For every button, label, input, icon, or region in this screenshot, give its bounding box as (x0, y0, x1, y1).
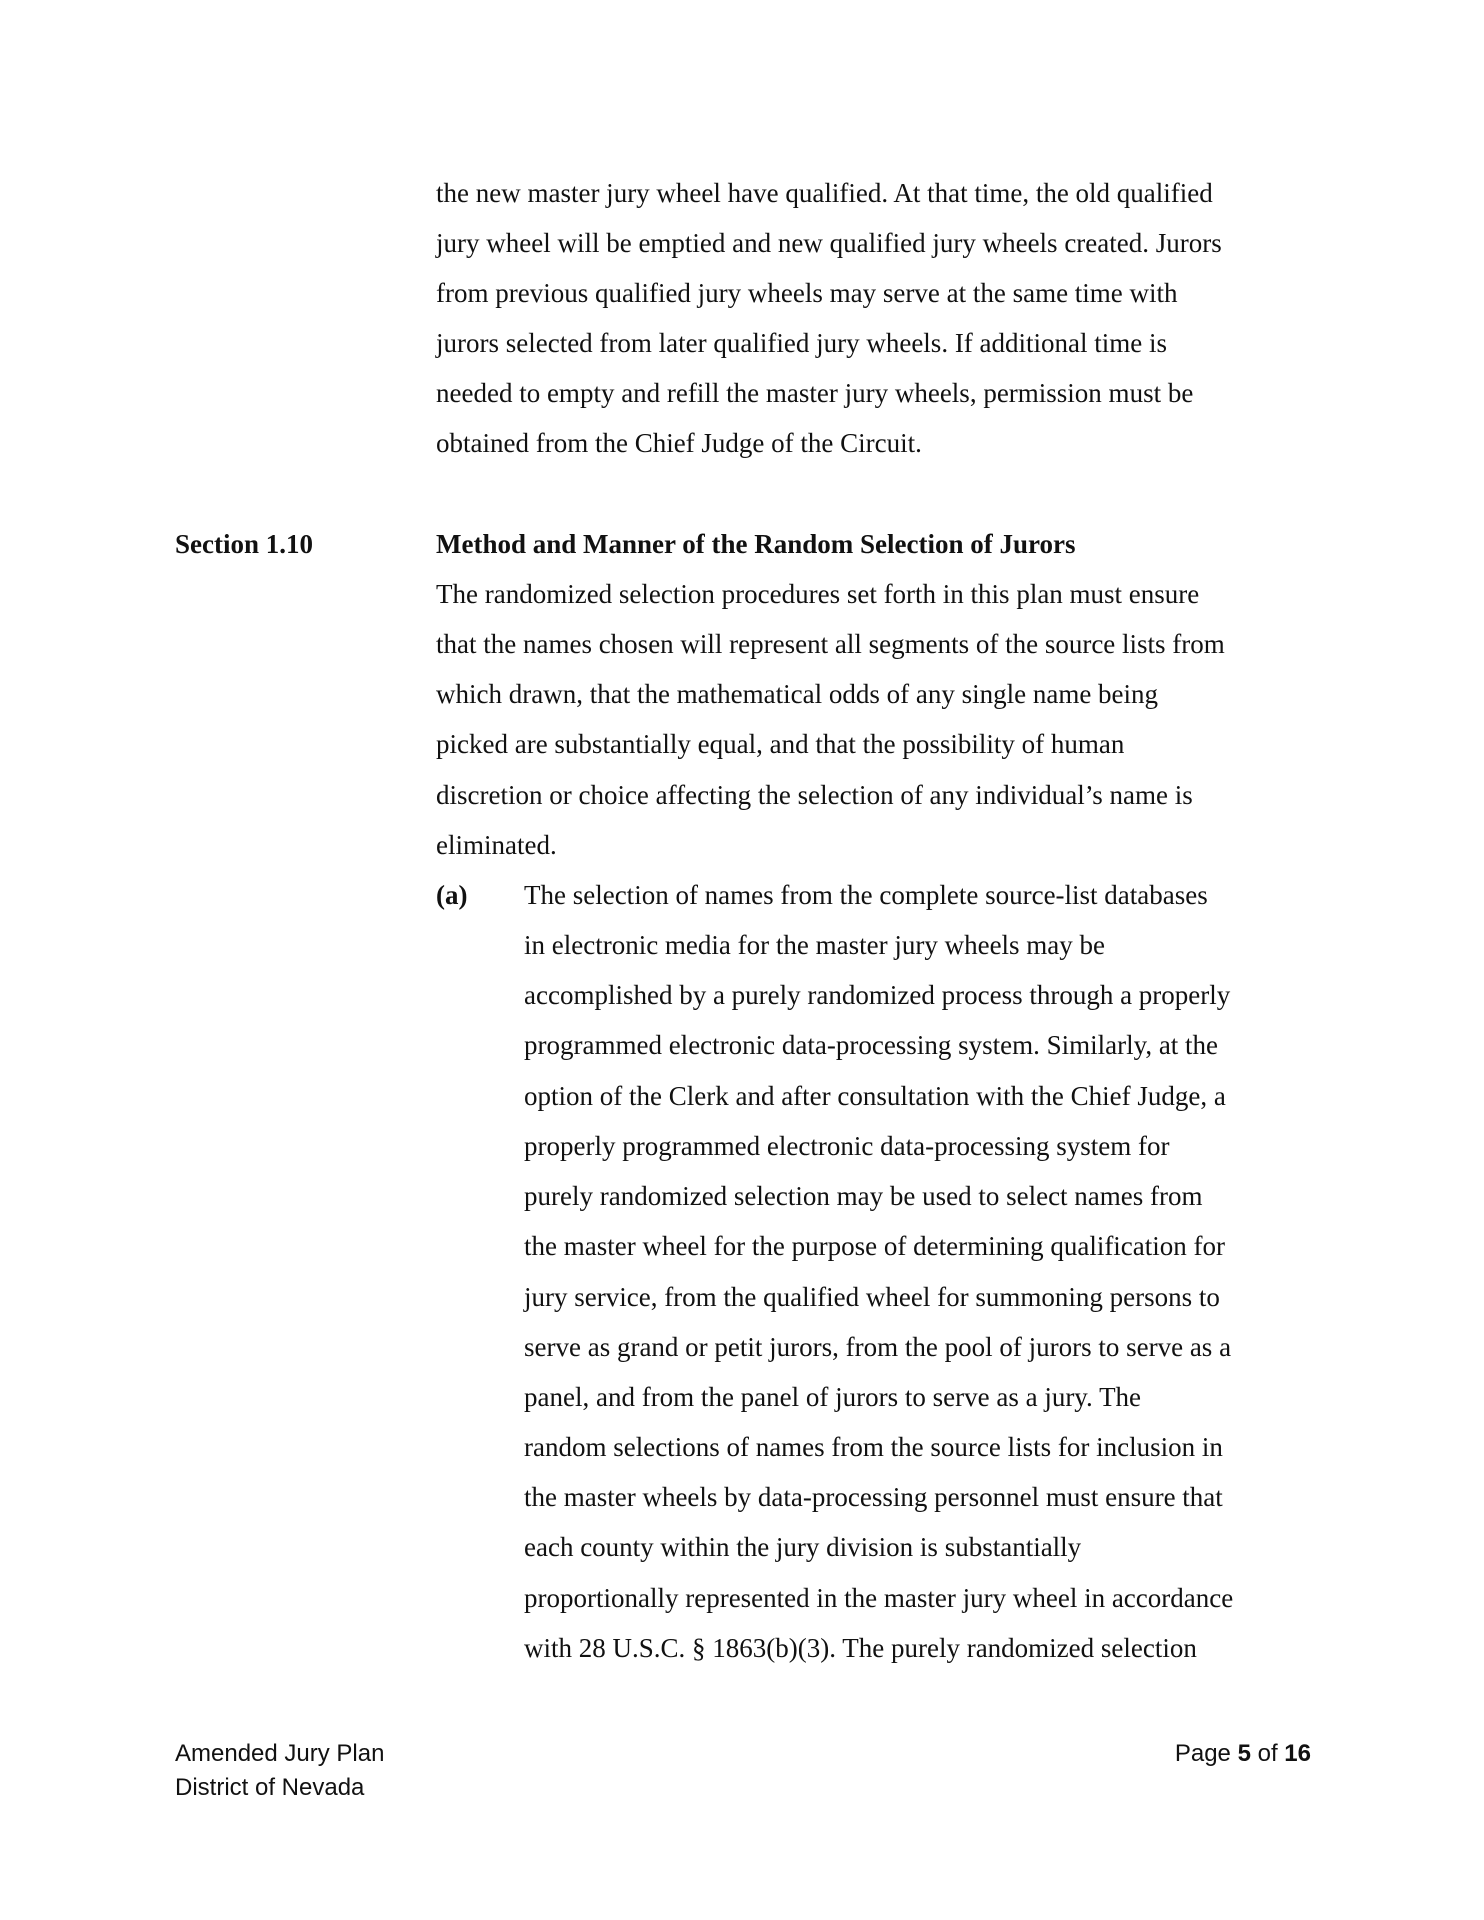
text-line: jurors selected from later qualified jury wheels. If additional time is (436, 328, 1168, 358)
page-number (1175, 1737, 1311, 1771)
text-line: in electronic media for the master jury wheels may be (524, 930, 1106, 960)
text-line: obtained from the Chief Judge of the Circuit. (436, 428, 922, 458)
text-line: serve as grand or petit jurors, from the pool of jurors to serve as a (524, 1332, 1232, 1362)
text-line: which drawn, that the mathematical odds of any single name being (436, 679, 1159, 709)
item-label: (a) (436, 880, 468, 910)
text-line: that the names chosen will represent all segments of the source lists from (436, 629, 1225, 659)
page-total: 16 (1284, 1740, 1311, 1767)
page-prefix: Page (1174, 1740, 1231, 1767)
text-line: The randomized selection procedures set forth in this plan must ensure (436, 579, 1200, 609)
text-line: with 28 U.S.C. § 1863(b)(3). The purely randomized selection (524, 1633, 1197, 1663)
page-of: of (1257, 1740, 1278, 1767)
text-line: each county within the jury division is substantially (524, 1532, 1082, 1562)
text-line: random selections of names from the source lists for inclusion in (524, 1432, 1223, 1462)
text-line: proportionally represented in the master jury wheel in accordance (524, 1583, 1234, 1613)
footer-doc-title: Amended Jury Plan (175, 1740, 385, 1767)
text-line: programmed electronic data-processing system. Similarly, at the (524, 1030, 1219, 1060)
text-line: option of the Clerk and after consultation with the Chief Judge, a (524, 1081, 1226, 1111)
footer-district: District of Nevada (175, 1774, 365, 1801)
text-line: jury service, from the qualified wheel for summoning persons to (524, 1282, 1220, 1312)
page-current: 5 (1237, 1740, 1251, 1767)
text-line: the new master jury wheel have qualified. At that time, the old qualified (436, 178, 1213, 208)
text-line: discretion or choice affecting the selection of any individual’s name is (436, 780, 1193, 810)
text-line: the master wheels by data-processing personnel must ensure that (524, 1482, 1223, 1512)
text-line: needed to empty and refill the master jury wheels, permission must be (436, 378, 1194, 408)
text-line: jury wheel will be emptied and new qualified jury wheels created. Jurors (436, 228, 1222, 258)
text-line: picked are substantially equal, and that the possibility of human (436, 729, 1125, 759)
section-number: Section 1.10 (175, 529, 313, 559)
text-line: The selection of names from the complete source-list databases (524, 880, 1208, 910)
section-title: Method and Manner of the Random Selection of Jurors (436, 529, 1076, 559)
text-line: accomplished by a purely randomized process through a properly (524, 980, 1231, 1010)
text-line: purely randomized selection may be used to select names from (524, 1181, 1203, 1211)
text-line: from previous qualified jury wheels may serve at the same time with (436, 278, 1178, 308)
footer-left (175, 1737, 384, 1805)
text-line: eliminated. (436, 830, 557, 860)
text-line: properly programmed electronic data-processing system for (524, 1131, 1170, 1161)
text-line: the master wheel for the purpose of determining qualification for (524, 1231, 1226, 1261)
text-line: panel, and from the panel of jurors to serve as a jury. The (524, 1382, 1142, 1412)
